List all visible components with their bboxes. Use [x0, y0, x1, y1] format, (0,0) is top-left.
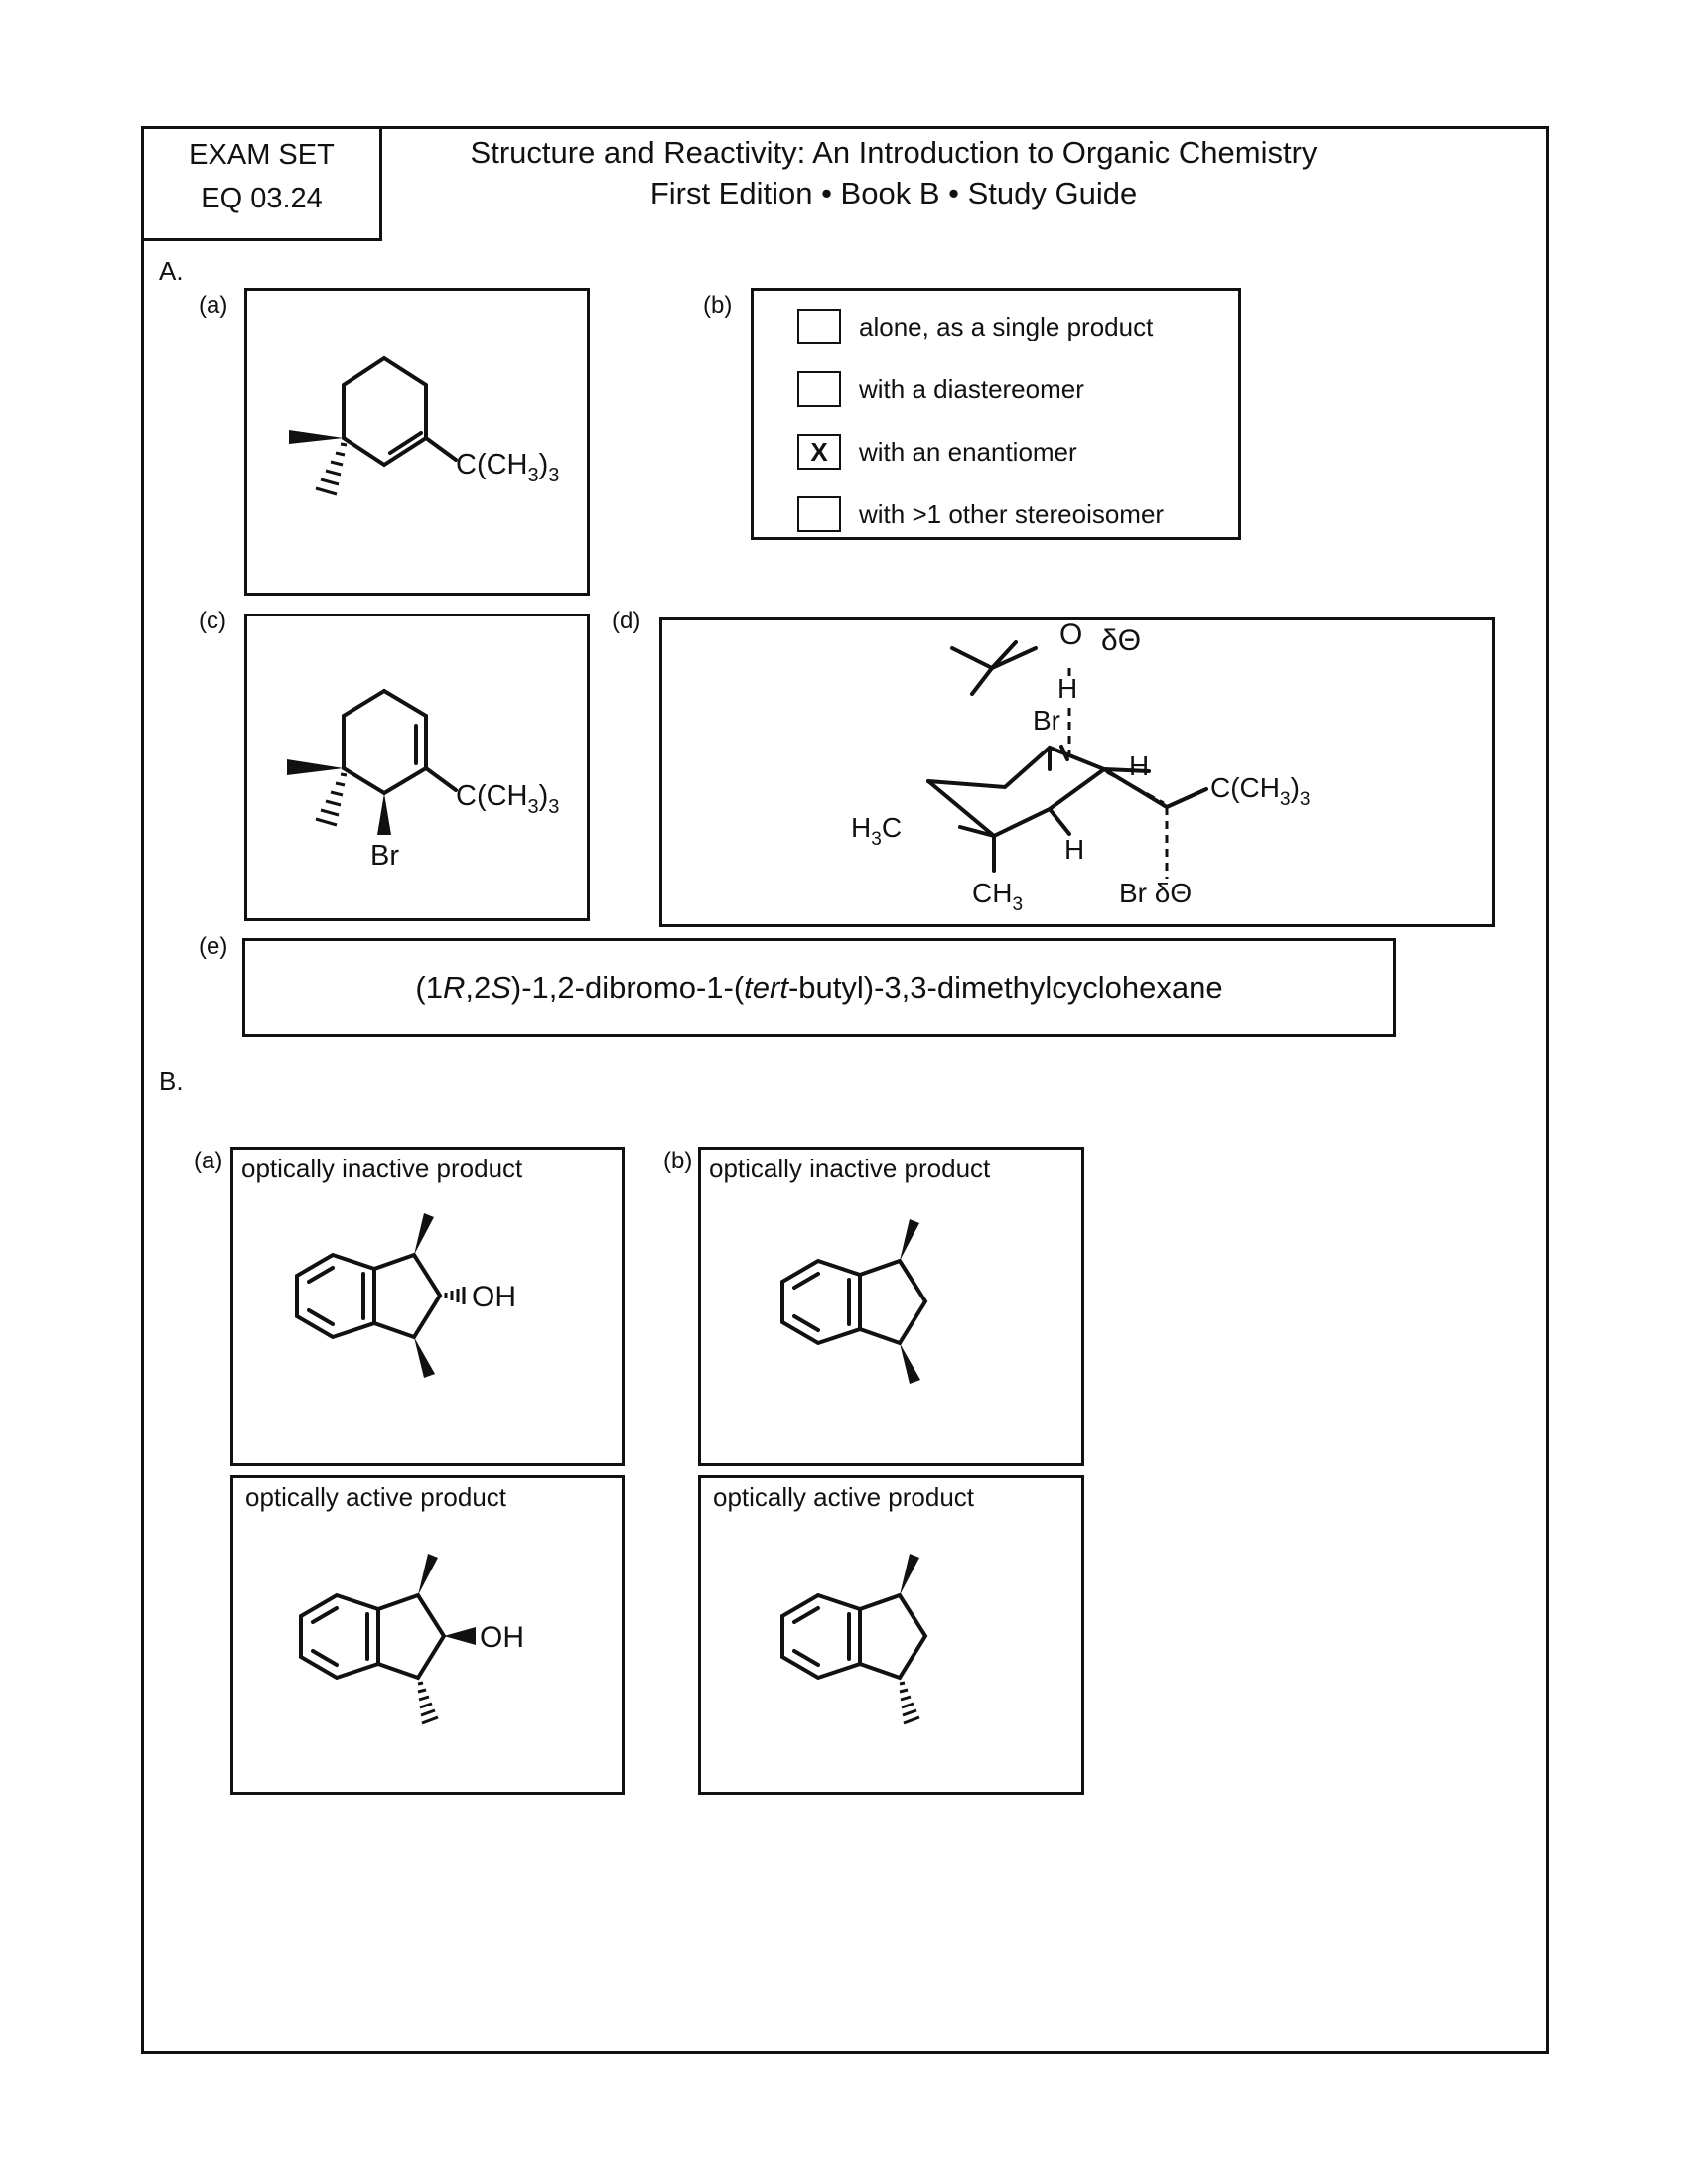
product-box-a-active [230, 1475, 625, 1795]
checkbox[interactable] [797, 496, 841, 532]
product-box-b-inactive [698, 1147, 1084, 1466]
option-enantiomer[interactable] [797, 432, 1077, 472]
option-label: alone, as a single product [859, 311, 1154, 341]
wedge-bond [900, 1343, 920, 1384]
wedge-bond-br [377, 793, 391, 835]
methyl-label: $CH_3$ [972, 878, 1024, 915]
wedge-bond [287, 759, 344, 775]
hash-bond [418, 1683, 438, 1723]
dimethylindane-meso-structure [701, 1150, 1081, 1463]
wedge-bond [414, 1213, 434, 1255]
part-b-a-label: (a) [194, 1148, 223, 1174]
checkbox-checked[interactable]: X [797, 434, 841, 470]
structure-box-c [244, 614, 590, 921]
hash-bond [446, 1287, 464, 1304]
option-single-product[interactable] [797, 307, 1153, 346]
bromine-leaving-label: Br δΘ [1119, 878, 1193, 908]
product-caption: optically inactive product [241, 1154, 523, 1183]
part-b-b-label: (b) [663, 1148, 693, 1174]
option-diastereomer[interactable] [797, 369, 1084, 409]
bromo-cyclohexene-structure [247, 616, 587, 918]
bromine-label: Br [1033, 705, 1060, 736]
tert-butyl-label: $C(CH_3)_3$ [456, 449, 560, 486]
part-a-label: (a) [199, 292, 228, 319]
product-box-a-inactive [230, 1147, 625, 1466]
hash-bond [316, 444, 347, 494]
option-multiple-stereoisomers[interactable] [797, 494, 1164, 534]
bromine-label: Br [370, 840, 399, 872]
hydrogen-label: H [1057, 673, 1078, 704]
part-e-label: (e) [199, 933, 228, 960]
exam-set-code: EQ 03.24 [201, 183, 323, 214]
dimethylindane-chiral-structure [701, 1478, 1081, 1792]
methyl-label: $H_3C$ [851, 812, 903, 850]
e2-transition-state [662, 620, 1492, 924]
iupac-name: (1R,2S)-1,2-dibromo-1-(tert-butyl)-3,3-dimethylcyclohexane [415, 970, 1223, 1005]
exam-set-box [141, 126, 382, 241]
wedge-bond-oh [444, 1627, 476, 1645]
page-title [397, 132, 1390, 213]
checkbox[interactable] [797, 309, 841, 344]
hash-bond [900, 1683, 919, 1723]
indanol-meso-structure [233, 1150, 622, 1463]
transition-state-box [659, 617, 1495, 927]
hash-bond [316, 774, 347, 825]
hydrogen-label: H [1129, 751, 1150, 781]
partial-charge-o: δΘ [1101, 624, 1142, 657]
indanol-chiral-structure [233, 1478, 622, 1792]
oxygen-label: O [1059, 620, 1083, 651]
section-a-label: A. [159, 256, 184, 286]
tert-butyl-label: $C(CH_3)_3$ [456, 780, 560, 818]
title-line-2: First Edition • Book B • Study Guide [649, 176, 1138, 210]
wedge-bond [414, 1337, 435, 1378]
tert-butyl-label: $C(CH_3)_3$ [1210, 772, 1311, 810]
exam-set-label: EXAM SET [189, 139, 335, 171]
part-b-label: (b) [703, 292, 733, 319]
part-c-label: (c) [199, 608, 226, 634]
option-label: with an enantiomer [859, 436, 1077, 467]
cyclohexene-structure [247, 291, 587, 593]
hydrogen-label: H [1064, 834, 1085, 865]
options-box [751, 288, 1241, 540]
option-label: with a diastereomer [859, 373, 1084, 404]
product-box-b-active [698, 1475, 1084, 1795]
wedge-bond [900, 1219, 919, 1261]
option-label: with >1 other stereoisomer [859, 498, 1165, 529]
section-b-label: B. [159, 1066, 184, 1096]
product-caption: optically active product [713, 1482, 975, 1512]
wedge-bond [289, 430, 344, 444]
hydroxyl-label: OH [472, 1281, 516, 1313]
part-d-label: (d) [612, 608, 641, 634]
structure-box-a [244, 288, 590, 596]
wedge-bond [900, 1554, 919, 1595]
iupac-name-box [242, 938, 1396, 1037]
product-caption: optically active product [245, 1482, 507, 1512]
product-caption: optically inactive product [709, 1154, 991, 1183]
hydroxyl-label: OH [480, 1621, 524, 1654]
title-line-1: Structure and Reactivity: An Introduction to Organic Chemistry [470, 135, 1318, 170]
checkbox[interactable] [797, 371, 841, 407]
wedge-bond [418, 1554, 438, 1595]
